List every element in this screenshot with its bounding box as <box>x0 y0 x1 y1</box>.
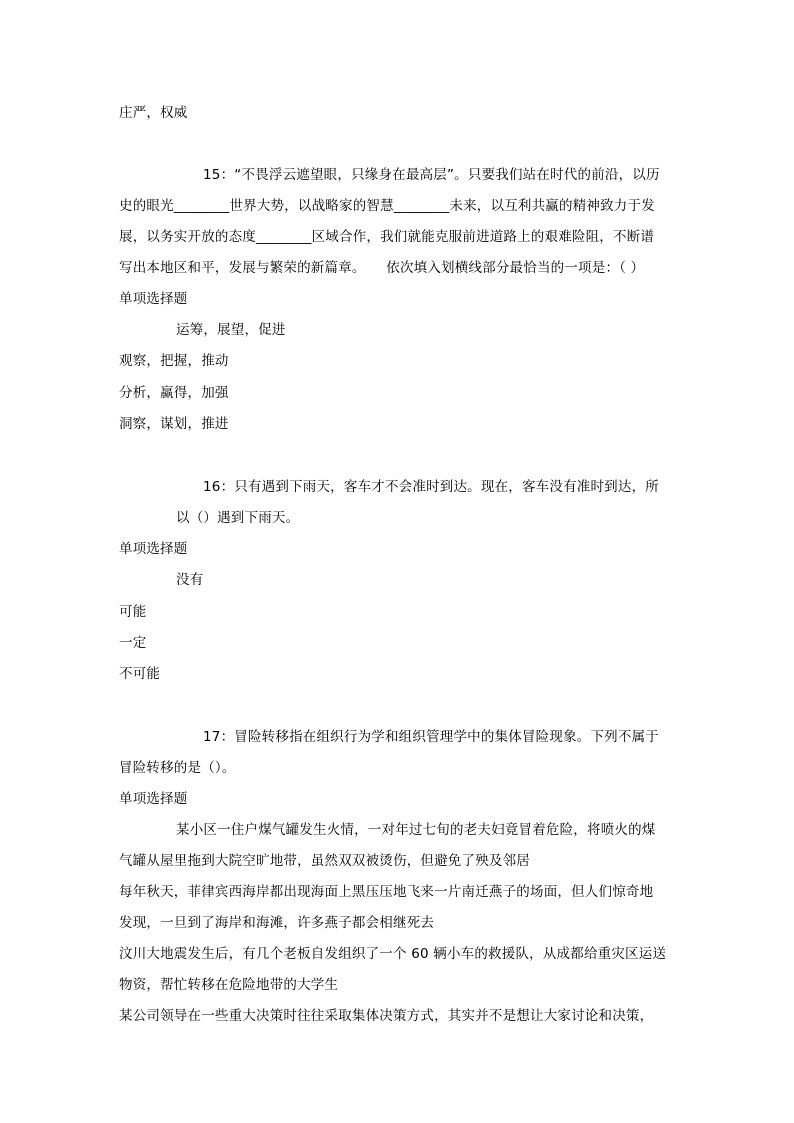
option-b: 发现，一旦到了海岸和海滩，许多燕子都会相继死去 <box>119 915 435 931</box>
option-c: 汶川大地震发生后，有几个老板自发组织了一个 60 辆小车的救援队，从成都给重灾区运送 <box>119 946 667 962</box>
question-text: 以（）遇到下雨天。 <box>176 510 300 526</box>
question-text: 展，以务实开放的态度________区域合作，我们就能克服前进道路上的艰难险阻，不断谱 <box>119 229 655 245</box>
question-type: 单项选择题 <box>119 791 188 807</box>
question-text: 16：只有遇到下雨天，客车才不会准时到达。现在，客车没有准时到达，所 <box>203 479 659 495</box>
option-a: 运筹，展望，促进 <box>176 322 286 338</box>
question-text: 15：“不畏浮云遮望眼，只缘身在最高层”。只要我们站在时代的前沿，以历 <box>203 167 660 183</box>
question-type: 单项选择题 <box>119 291 188 307</box>
option-c: 物资，帮忙转移在危险地带的大学生 <box>119 977 339 993</box>
question-text: 17：冒险转移指在组织行为学和组织管理学中的集体冒险现象。下列不属于 <box>203 729 659 745</box>
question-text: 冒险转移的是（）。 <box>119 760 236 776</box>
option-a: 没有 <box>176 572 204 588</box>
option-c: 分析，赢得，加强 <box>119 385 229 401</box>
question-text: 史的眼光________世界大势，以战略家的智慧________未来，以互利共赢的精神致力于发 <box>119 198 655 214</box>
option-a: 气罐从屋里拖到大院空旷地带，虽然双双被烫伤，但避免了殃及邻居 <box>119 853 530 869</box>
option-d: 不可能 <box>119 666 161 682</box>
option-d: 洞察，谋划，推进 <box>119 416 229 432</box>
option-c: 一定 <box>119 635 147 651</box>
question-type: 单项选择题 <box>119 541 188 557</box>
question-text: 写出本地区和平，发展与繁荣的新篇章。 依次填入划横线部分最恰当的一项是：（ ） <box>119 260 645 276</box>
option-b: 观察，把握，推动 <box>119 353 229 369</box>
previous-answer-tail: 庄严，权威 <box>119 105 188 121</box>
option-b: 每年秋天，菲律宾西海岸都出现海面上黑压压地飞来一片南迁燕子的场面，但人们惊奇地 <box>119 884 654 900</box>
option-b: 可能 <box>119 604 147 620</box>
option-a: 某小区一住户煤气罐发生火情，一对年过七旬的老夫妇竟冒着危险，将喷火的煤 <box>176 822 656 838</box>
option-d: 某公司领导在一些重大决策时往往采取集体决策方式，其实并不是想让大家讨论和决策， <box>119 1008 654 1024</box>
